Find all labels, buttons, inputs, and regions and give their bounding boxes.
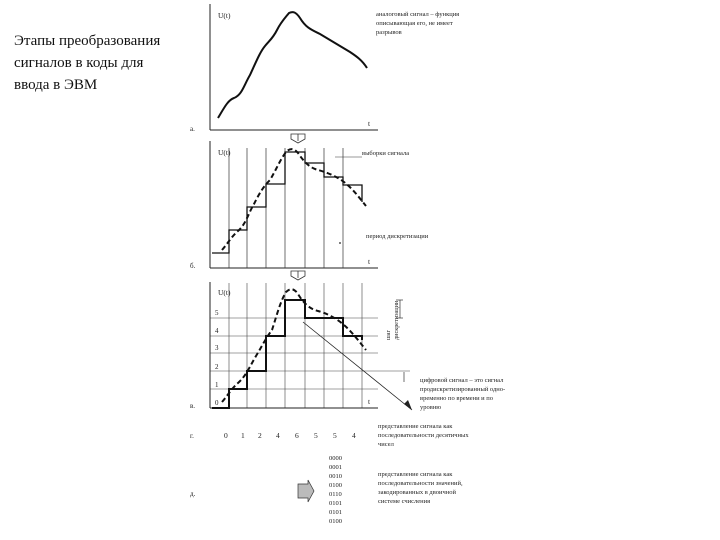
panel-v-level-5: 5 [215,309,219,317]
panel-g-digit: 5 [333,431,337,440]
panel-g-note-line-3: чисел [378,441,394,448]
panel-v-note-line-3: временно по времени и по [420,395,494,402]
title-line-3: ввода в ЭВМ [14,77,98,93]
panel-b-x-label: t [368,257,371,266]
title-line-1: Этапы преобразования [14,33,161,49]
panel-v-quant-step-line-2: дискретизации [393,300,400,340]
arrow-b-v [291,271,305,280]
panel-v-level-grid [210,318,410,389]
panel-g [190,423,469,448]
panel-b-y-label: U(t) [218,148,231,157]
panel-g-digit: 4 [352,431,356,440]
panel-v-level-2: 2 [215,363,219,371]
panel-b-analog-curve [222,149,366,250]
panel-g-note-line-2: последовательности десятичных [378,432,469,439]
panel-g-label: г. [190,432,194,440]
panel-d-code: 0100 [329,518,342,525]
title-line-2: сигналов в коды для [14,55,144,71]
panel-b-sample-steps [212,152,362,253]
panel-d-code: 0100 [329,482,342,489]
panel-v-level-4: 4 [215,327,219,335]
panel-a-note-line-1: аналоговый сигнал – функция [376,11,460,18]
panel-b-samples-note: выборки сигнала [362,150,410,157]
panel-v-quant-step-line-1: шаг [385,329,392,340]
panel-v-note-line-1: цифровой сигнал – это сигнал [420,377,504,384]
panel-g-digit: 5 [314,431,318,440]
panel-v-note-line-2: продискретизированный одно- [420,386,506,393]
panel-v-level-3: 3 [215,344,219,352]
panel-g-digit: 1 [241,431,245,440]
panel-v-note-line-4: уровню [420,404,442,411]
panel-d-label: д. [190,490,196,498]
panel-g-digit: 6 [295,431,299,440]
panel-v-label: в. [190,402,196,410]
panel-d-note-line-4: системе счисления [378,498,431,505]
panel-g-digit: 4 [276,431,280,440]
panel-v-quantized-steps [212,300,362,408]
panel-v-x-label: t [368,397,371,406]
panel-d-code: 0101 [329,500,342,507]
panel-g-digit: 2 [258,431,262,440]
panel-v-y-label: U(t) [218,288,231,297]
panel-v-level-0: 0 [215,399,219,407]
panel-d-code: 0000 [329,455,342,462]
panel-b-period-note: период дискретизации [366,233,429,240]
panel-a [190,4,459,133]
panel-a-x-label: t [368,119,371,128]
panel-d-code: 0001 [329,464,342,471]
panel-d [190,455,463,525]
panel-b [190,141,429,270]
panel-g-digit: 0 [224,431,228,440]
right-arrow-icon [298,480,314,502]
panel-v-level-1: 1 [215,381,219,389]
panel-v-analog-curve [222,289,366,402]
panel-v [190,282,505,411]
panel-d-code: 0101 [329,509,342,516]
panel-a-note-line-2: описывающая его, не имеет [376,20,453,27]
panel-g-note-line-1: представление сигнала как [378,423,453,430]
panel-d-codes [329,455,342,525]
panel-b-sample-lines [229,148,343,268]
arrow-a-b [291,134,305,143]
panel-d-code: 0010 [329,473,342,480]
panel-d-note-line-1: представление сигнала как [378,471,453,478]
panel-a-y-label: U(t) [218,11,231,20]
panel-d-code: 0110 [329,491,342,498]
panel-d-note-line-2: последовательности значений, [378,480,463,487]
panel-a-analog-curve [218,12,367,118]
panel-b-label: б. [190,262,196,270]
panel-a-label: а. [190,125,195,133]
panel-a-note-line-3: разрывов [376,29,402,36]
panel-d-note-line-3: закодированных в двоичной [378,489,456,496]
